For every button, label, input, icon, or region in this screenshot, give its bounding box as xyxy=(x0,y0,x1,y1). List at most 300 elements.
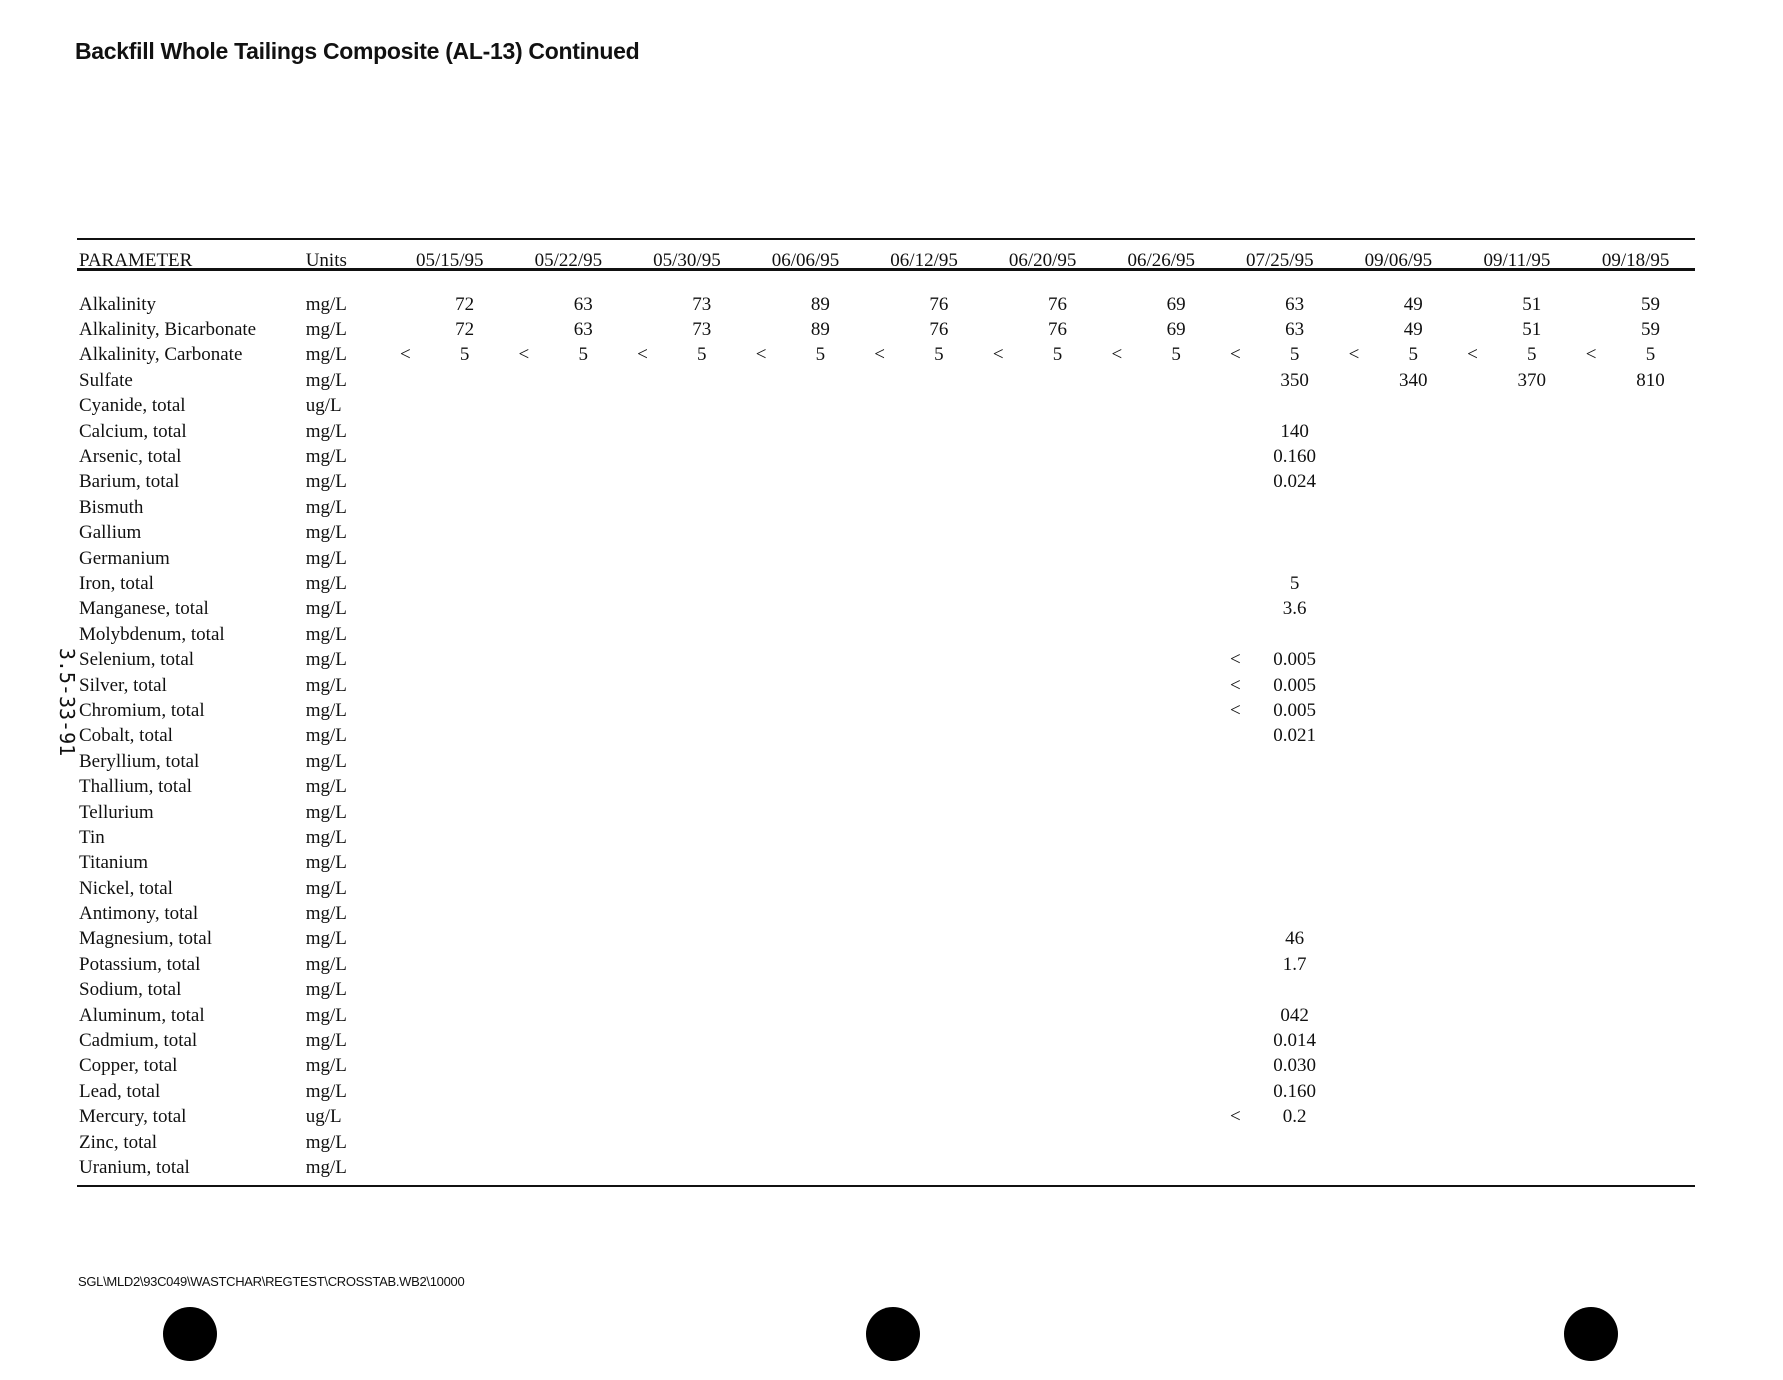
qualifier-cell xyxy=(509,1079,539,1104)
qualifier-cell xyxy=(746,851,776,876)
value-cell xyxy=(420,800,509,825)
qualifier-cell xyxy=(746,317,776,342)
table-row xyxy=(77,851,1695,876)
value-cell xyxy=(1013,419,1102,444)
value-cell xyxy=(1369,444,1458,469)
value-cell xyxy=(420,952,509,977)
qualifier-cell xyxy=(983,571,1013,596)
qualifier-cell xyxy=(865,698,895,723)
value-cell xyxy=(539,495,628,520)
value-cell: 0.005 xyxy=(1273,674,1316,696)
qualifier-cell xyxy=(1458,698,1488,723)
qualifier-cell xyxy=(628,1079,658,1104)
value-cell xyxy=(1250,825,1339,850)
value-cell xyxy=(1250,495,1339,520)
qualifier-cell: < xyxy=(637,344,648,366)
units-column-header: Units xyxy=(305,250,347,271)
value-cell xyxy=(420,571,509,596)
value-cell xyxy=(776,1054,865,1079)
qualifier-cell xyxy=(509,698,539,723)
value-cell xyxy=(1606,1155,1695,1180)
value-cell xyxy=(420,901,509,926)
value-cell xyxy=(420,1155,509,1180)
qualifier-cell xyxy=(1576,774,1606,799)
qualifier-cell xyxy=(983,698,1013,723)
qualifier-cell xyxy=(1102,647,1132,672)
value-cell xyxy=(1013,774,1102,799)
value-cell xyxy=(1369,851,1458,876)
qualifier-cell xyxy=(865,749,895,774)
qualifier-cell xyxy=(628,698,658,723)
qualifier-cell xyxy=(1576,647,1606,672)
value-cell: 51 xyxy=(1522,293,1542,315)
qualifier-cell xyxy=(1221,1130,1251,1155)
qualifier-cell xyxy=(1221,521,1251,546)
parameter-name: Aluminum, total xyxy=(79,1004,205,1026)
qualifier-cell xyxy=(746,419,776,444)
qualifier-cell xyxy=(1576,673,1606,698)
value-cell xyxy=(1487,647,1576,672)
value-cell xyxy=(894,546,983,571)
qualifier-cell xyxy=(746,800,776,825)
punch-hole-center xyxy=(866,1307,920,1361)
value-cell xyxy=(1013,978,1102,1003)
qualifier-cell xyxy=(865,647,895,672)
table-row xyxy=(77,444,1695,469)
qualifier-cell xyxy=(628,597,658,622)
value-cell xyxy=(1606,1003,1695,1028)
qualifier-cell xyxy=(1221,901,1251,926)
value-cell xyxy=(1250,749,1339,774)
qualifier-cell xyxy=(1102,825,1132,850)
qualifier-cell xyxy=(1221,774,1251,799)
table-row xyxy=(77,749,1695,774)
value-cell xyxy=(1013,673,1102,698)
qualifier-cell xyxy=(746,622,776,647)
qualifier-cell xyxy=(983,444,1013,469)
value-cell xyxy=(657,1130,746,1155)
qualifier-cell xyxy=(1339,419,1369,444)
value-cell xyxy=(1606,673,1695,698)
value-cell: 0.005 xyxy=(1273,649,1316,671)
value-cell: 89 xyxy=(810,319,830,341)
value-cell xyxy=(539,901,628,926)
qualifier-cell xyxy=(1576,1054,1606,1079)
value-cell xyxy=(1369,749,1458,774)
value-cell xyxy=(1369,800,1458,825)
value-cell xyxy=(1013,698,1102,723)
qualifier-cell xyxy=(1339,825,1369,850)
qualifier-cell xyxy=(390,1130,420,1155)
qualifier-cell xyxy=(983,825,1013,850)
value-cell xyxy=(657,800,746,825)
parameter-name: Cyanide, total xyxy=(79,395,186,417)
value-cell xyxy=(894,927,983,952)
parameter-units: mg/L xyxy=(305,979,347,1001)
parameter-name: Mercury, total xyxy=(79,1106,187,1128)
qualifier-cell xyxy=(1102,1155,1132,1180)
value-cell xyxy=(539,724,628,749)
value-cell xyxy=(657,1054,746,1079)
value-cell xyxy=(894,673,983,698)
qualifier-cell xyxy=(1221,1079,1251,1104)
qualifier-cell xyxy=(390,394,420,419)
table-row xyxy=(77,394,1695,419)
table-row xyxy=(77,724,1695,749)
value-cell xyxy=(1606,1079,1695,1104)
qualifier-cell xyxy=(390,825,420,850)
qualifier-cell xyxy=(1458,495,1488,520)
results-table xyxy=(77,240,1695,1181)
qualifier-cell xyxy=(390,622,420,647)
value-cell xyxy=(894,724,983,749)
parameter-name: Selenium, total xyxy=(79,649,195,671)
qualifier-cell xyxy=(628,546,658,571)
value-cell xyxy=(539,521,628,546)
qualifier-cell xyxy=(746,368,776,393)
table-body xyxy=(77,274,1695,1181)
value-cell xyxy=(1369,622,1458,647)
qualifier-cell xyxy=(746,470,776,495)
value-cell xyxy=(539,952,628,977)
qualifier-cell xyxy=(865,876,895,901)
qualifier-cell xyxy=(746,673,776,698)
qualifier-cell xyxy=(1458,1105,1488,1130)
qualifier-cell xyxy=(1339,470,1369,495)
qualifier-cell xyxy=(509,571,539,596)
qualifier-cell xyxy=(628,368,658,393)
value-cell xyxy=(539,546,628,571)
qualifier-cell xyxy=(628,1130,658,1155)
value-cell xyxy=(1487,622,1576,647)
qualifier-cell xyxy=(509,470,539,495)
qualifier-cell xyxy=(509,1028,539,1053)
value-cell: 49 xyxy=(1403,293,1423,315)
table-row xyxy=(77,546,1695,571)
table-row xyxy=(77,825,1695,850)
value-cell xyxy=(1013,1155,1102,1180)
qualifier-cell xyxy=(865,419,895,444)
value-cell xyxy=(1369,825,1458,850)
value-cell xyxy=(539,368,628,393)
table-row xyxy=(77,597,1695,622)
qualifier-cell xyxy=(1576,901,1606,926)
value-cell xyxy=(1487,419,1576,444)
value-cell xyxy=(1487,1155,1576,1180)
qualifier-cell xyxy=(865,952,895,977)
parameter-name: Bismuth xyxy=(79,496,144,518)
qualifier-cell xyxy=(1221,317,1251,342)
value-cell: 5 xyxy=(578,344,588,366)
value-cell xyxy=(1369,394,1458,419)
value-cell: 1.7 xyxy=(1282,953,1307,975)
value-cell xyxy=(894,444,983,469)
value-cell xyxy=(1369,724,1458,749)
value-cell xyxy=(1369,419,1458,444)
qualifier-cell xyxy=(1102,444,1132,469)
value-cell xyxy=(657,1028,746,1053)
qualifier-cell xyxy=(1458,1028,1488,1053)
qualifier-cell xyxy=(509,1054,539,1079)
qualifier-cell xyxy=(628,724,658,749)
qualifier-cell xyxy=(1339,1003,1369,1028)
value-cell xyxy=(1013,1105,1102,1130)
value-cell: 63 xyxy=(1285,293,1305,315)
value-cell xyxy=(894,394,983,419)
value-cell: 73 xyxy=(692,293,712,315)
table-row xyxy=(77,1105,1695,1130)
value-cell: 76 xyxy=(1048,293,1067,315)
value-cell xyxy=(776,749,865,774)
value-cell xyxy=(1606,774,1695,799)
qualifier-cell xyxy=(1458,317,1488,342)
qualifier-cell xyxy=(746,597,776,622)
value-cell xyxy=(1369,546,1458,571)
value-cell xyxy=(1132,495,1221,520)
parameter-units: mg/L xyxy=(305,1156,347,1178)
value-cell xyxy=(1013,571,1102,596)
qualifier-cell xyxy=(1339,774,1369,799)
qualifier-cell xyxy=(390,749,420,774)
value-cell xyxy=(1487,876,1576,901)
value-cell xyxy=(1487,724,1576,749)
value-cell xyxy=(657,1003,746,1028)
qualifier-cell xyxy=(628,1028,658,1053)
value-cell xyxy=(1132,521,1221,546)
qualifier-cell xyxy=(1458,749,1488,774)
qualifier-cell xyxy=(1576,571,1606,596)
qualifier-cell xyxy=(1339,597,1369,622)
parameter-units: mg/L xyxy=(305,446,347,468)
value-cell xyxy=(1606,597,1695,622)
value-cell xyxy=(539,825,628,850)
value-cell xyxy=(539,622,628,647)
value-cell xyxy=(657,546,746,571)
value-cell xyxy=(1132,597,1221,622)
qualifier-cell xyxy=(1339,749,1369,774)
qualifier-cell xyxy=(746,1054,776,1079)
value-cell xyxy=(1369,647,1458,672)
parameter-name: Lead, total xyxy=(79,1080,161,1102)
value-cell xyxy=(894,1054,983,1079)
value-cell xyxy=(657,876,746,901)
value-cell xyxy=(1487,749,1576,774)
qualifier-cell xyxy=(746,394,776,419)
qualifier-cell xyxy=(1458,597,1488,622)
value-cell xyxy=(1132,800,1221,825)
qualifier-cell xyxy=(1221,444,1251,469)
qualifier-cell xyxy=(1576,1105,1606,1130)
table-row xyxy=(77,1079,1695,1104)
value-cell xyxy=(1013,521,1102,546)
table-row xyxy=(77,1155,1695,1180)
qualifier-cell: < xyxy=(1585,344,1597,366)
value-cell: 5 xyxy=(815,344,826,366)
qualifier-cell xyxy=(628,647,658,672)
qualifier-cell xyxy=(1221,546,1251,571)
value-cell: 76 xyxy=(929,319,949,341)
value-cell xyxy=(776,1003,865,1028)
parameter-name: Beryllium, total xyxy=(79,750,200,772)
value-cell xyxy=(1013,647,1102,672)
parameter-name: Germanium xyxy=(79,547,170,569)
qualifier-cell xyxy=(509,724,539,749)
table-row xyxy=(77,800,1695,825)
value-cell xyxy=(894,1003,983,1028)
parameter-units: mg/L xyxy=(305,496,347,518)
value-cell xyxy=(1013,851,1102,876)
value-cell xyxy=(1013,724,1102,749)
value-cell xyxy=(1487,1079,1576,1104)
value-cell: 49 xyxy=(1403,319,1423,341)
value-cell xyxy=(1606,952,1695,977)
qualifier-cell: < xyxy=(874,344,885,366)
table-row xyxy=(77,927,1695,952)
value-cell xyxy=(1369,1003,1458,1028)
value-cell xyxy=(1487,470,1576,495)
value-cell xyxy=(657,978,746,1003)
qualifier-cell xyxy=(1102,622,1132,647)
value-cell xyxy=(657,470,746,495)
value-cell xyxy=(1369,1028,1458,1053)
qualifier-cell xyxy=(865,774,895,799)
value-cell: 89 xyxy=(810,293,830,315)
value-cell xyxy=(776,521,865,546)
value-cell xyxy=(894,774,983,799)
value-cell xyxy=(1132,368,1221,393)
table-row xyxy=(77,343,1695,368)
value-cell: 63 xyxy=(1285,319,1305,341)
value-cell xyxy=(657,851,746,876)
qualifier-cell xyxy=(1221,368,1251,393)
date-column-header: 05/30/95 xyxy=(653,250,721,271)
table-row xyxy=(77,622,1695,647)
value-cell xyxy=(1606,901,1695,926)
qualifier-cell xyxy=(1576,952,1606,977)
value-cell xyxy=(1132,1079,1221,1104)
value-cell: 350 xyxy=(1280,369,1309,391)
value-cell xyxy=(894,901,983,926)
table-row xyxy=(77,495,1695,520)
qualifier-cell xyxy=(983,546,1013,571)
qualifier-cell xyxy=(1221,274,1251,317)
value-cell xyxy=(1369,495,1458,520)
value-cell xyxy=(776,394,865,419)
qualifier-cell xyxy=(509,1105,539,1130)
qualifier-cell xyxy=(628,521,658,546)
value-cell xyxy=(657,724,746,749)
punch-hole-right xyxy=(1564,1307,1618,1361)
value-cell xyxy=(776,825,865,850)
qualifier-cell xyxy=(390,1155,420,1180)
value-cell xyxy=(420,1105,509,1130)
value-cell xyxy=(420,470,509,495)
qualifier-cell xyxy=(628,851,658,876)
qualifier-cell xyxy=(1458,851,1488,876)
parameter-units: mg/L xyxy=(305,776,347,798)
value-cell xyxy=(1132,724,1221,749)
table-row xyxy=(77,1054,1695,1079)
parameter-name: Iron, total xyxy=(79,572,154,594)
value-cell xyxy=(1369,597,1458,622)
value-cell xyxy=(1369,978,1458,1003)
qualifier-cell xyxy=(746,1003,776,1028)
qualifier-cell xyxy=(1102,419,1132,444)
qualifier-cell xyxy=(1576,851,1606,876)
date-column-header: 09/06/95 xyxy=(1364,250,1433,271)
value-cell xyxy=(1013,749,1102,774)
value-cell xyxy=(1606,800,1695,825)
value-cell xyxy=(420,647,509,672)
value-cell xyxy=(539,927,628,952)
qualifier-cell xyxy=(1458,673,1488,698)
qualifier-cell xyxy=(1458,470,1488,495)
value-cell xyxy=(1250,1155,1339,1180)
value-cell xyxy=(539,647,628,672)
qualifier-cell xyxy=(746,952,776,977)
value-cell xyxy=(1369,521,1458,546)
value-cell xyxy=(894,1028,983,1053)
qualifier-cell xyxy=(983,368,1013,393)
value-cell xyxy=(1013,470,1102,495)
value-cell xyxy=(776,1105,865,1130)
value-cell xyxy=(1013,1054,1102,1079)
parameter-units: mg/L xyxy=(305,750,347,772)
value-cell xyxy=(539,419,628,444)
value-cell xyxy=(776,368,865,393)
parameter-name: Potassium, total xyxy=(79,953,201,975)
value-cell xyxy=(776,876,865,901)
value-cell xyxy=(539,1003,628,1028)
qualifier-cell xyxy=(1458,419,1488,444)
table-row xyxy=(77,521,1695,546)
parameter-units: mg/L xyxy=(305,928,347,950)
parameter-name: Silver, total xyxy=(79,674,167,696)
qualifier-cell xyxy=(390,470,420,495)
parameter-units: mg/L xyxy=(305,1030,347,1052)
value-cell xyxy=(1606,1130,1695,1155)
value-cell xyxy=(420,521,509,546)
parameter-name: Sodium, total xyxy=(79,979,182,1001)
table-row xyxy=(77,1003,1695,1028)
qualifier-cell xyxy=(628,394,658,419)
qualifier-cell xyxy=(1339,901,1369,926)
value-cell xyxy=(894,1130,983,1155)
qualifier-cell xyxy=(746,546,776,571)
qualifier-cell xyxy=(390,774,420,799)
value-cell xyxy=(1369,1130,1458,1155)
value-cell xyxy=(657,597,746,622)
value-cell xyxy=(1487,825,1576,850)
value-cell xyxy=(1606,1105,1695,1130)
value-cell xyxy=(1487,571,1576,596)
value-cell xyxy=(776,698,865,723)
qualifier-cell xyxy=(1458,368,1488,393)
qualifier-cell xyxy=(1576,698,1606,723)
qualifier-cell xyxy=(1576,317,1606,342)
value-cell: 0.014 xyxy=(1273,1030,1316,1052)
qualifier-cell xyxy=(1102,952,1132,977)
value-cell xyxy=(1132,774,1221,799)
qualifier-cell xyxy=(509,444,539,469)
value-cell: 63 xyxy=(573,319,593,341)
qualifier-cell xyxy=(1102,1028,1132,1053)
qualifier-cell xyxy=(1102,673,1132,698)
qualifier-cell xyxy=(1221,495,1251,520)
parameter-name: Arsenic, total xyxy=(79,446,182,468)
qualifier-cell xyxy=(390,647,420,672)
qualifier-cell xyxy=(1221,851,1251,876)
